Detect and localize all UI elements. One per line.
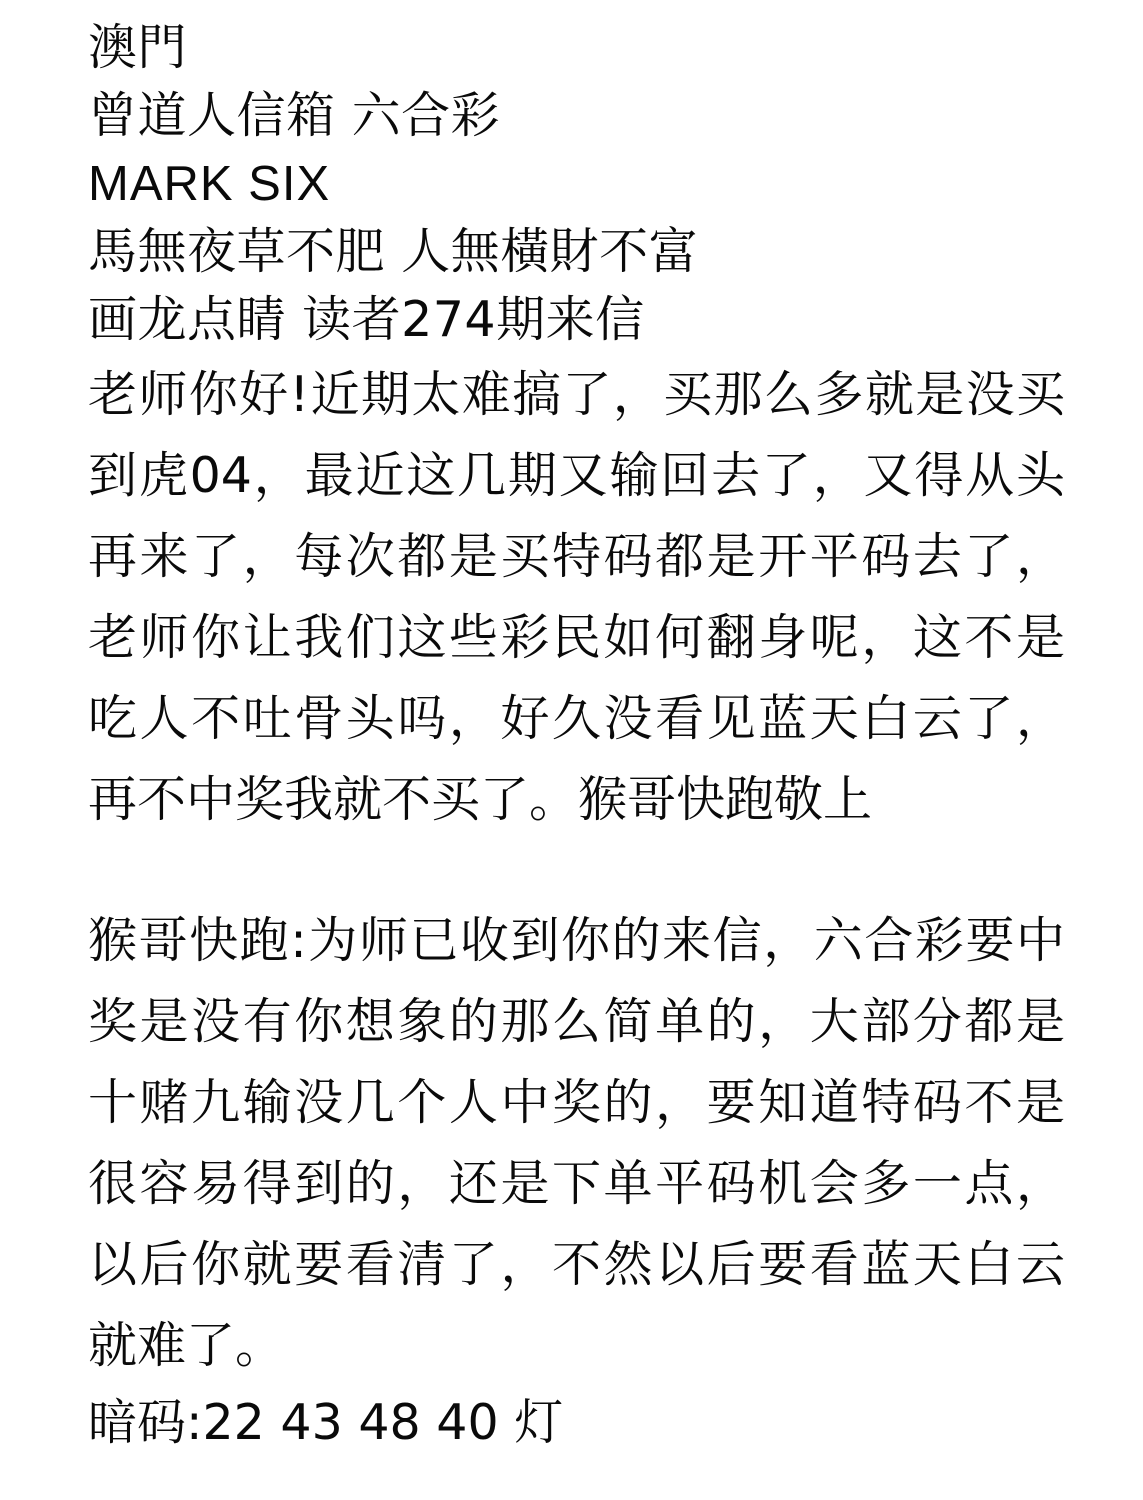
column-title: 曾道人信箱 六合彩: [88, 87, 501, 144]
secret-code-line: 暗码:22 43 48 40 灯: [88, 1394, 564, 1451]
reader-letter-body: 老师你好!近期太难搞了，买那么多就是没买到虎04，最近这几期又输回去了，又得从头再来了，每次都是买特码都是开平码去了，老师你让我们这些彩民如何翻身呢，这不是吃人不吐骨头吗，好久没看见蓝天白云了，再不中奖我就不买了。猴哥快跑敬上: [88, 366, 1065, 828]
paragraph-spacer: [88, 840, 1065, 900]
lottery-name-latin: MARK SIX: [88, 157, 331, 211]
master-reply-body: 猴哥快跑:为师已收到你的来信，六合彩要中奖是没有你想象的那么简单的，大部分都是十赌九输没几个人中奖的，要知道特码不是很容易得到的，还是下单平码机会多一点，以后你就要看清了，不然以后要看蓝天白云就难了。: [88, 912, 1065, 1374]
issue-subtitle: 画龙点睛 读者274期来信: [88, 291, 645, 348]
proverb-line: 馬無夜草不肥 人無橫財不富: [88, 223, 699, 280]
title-region: 澳門: [88, 19, 188, 76]
